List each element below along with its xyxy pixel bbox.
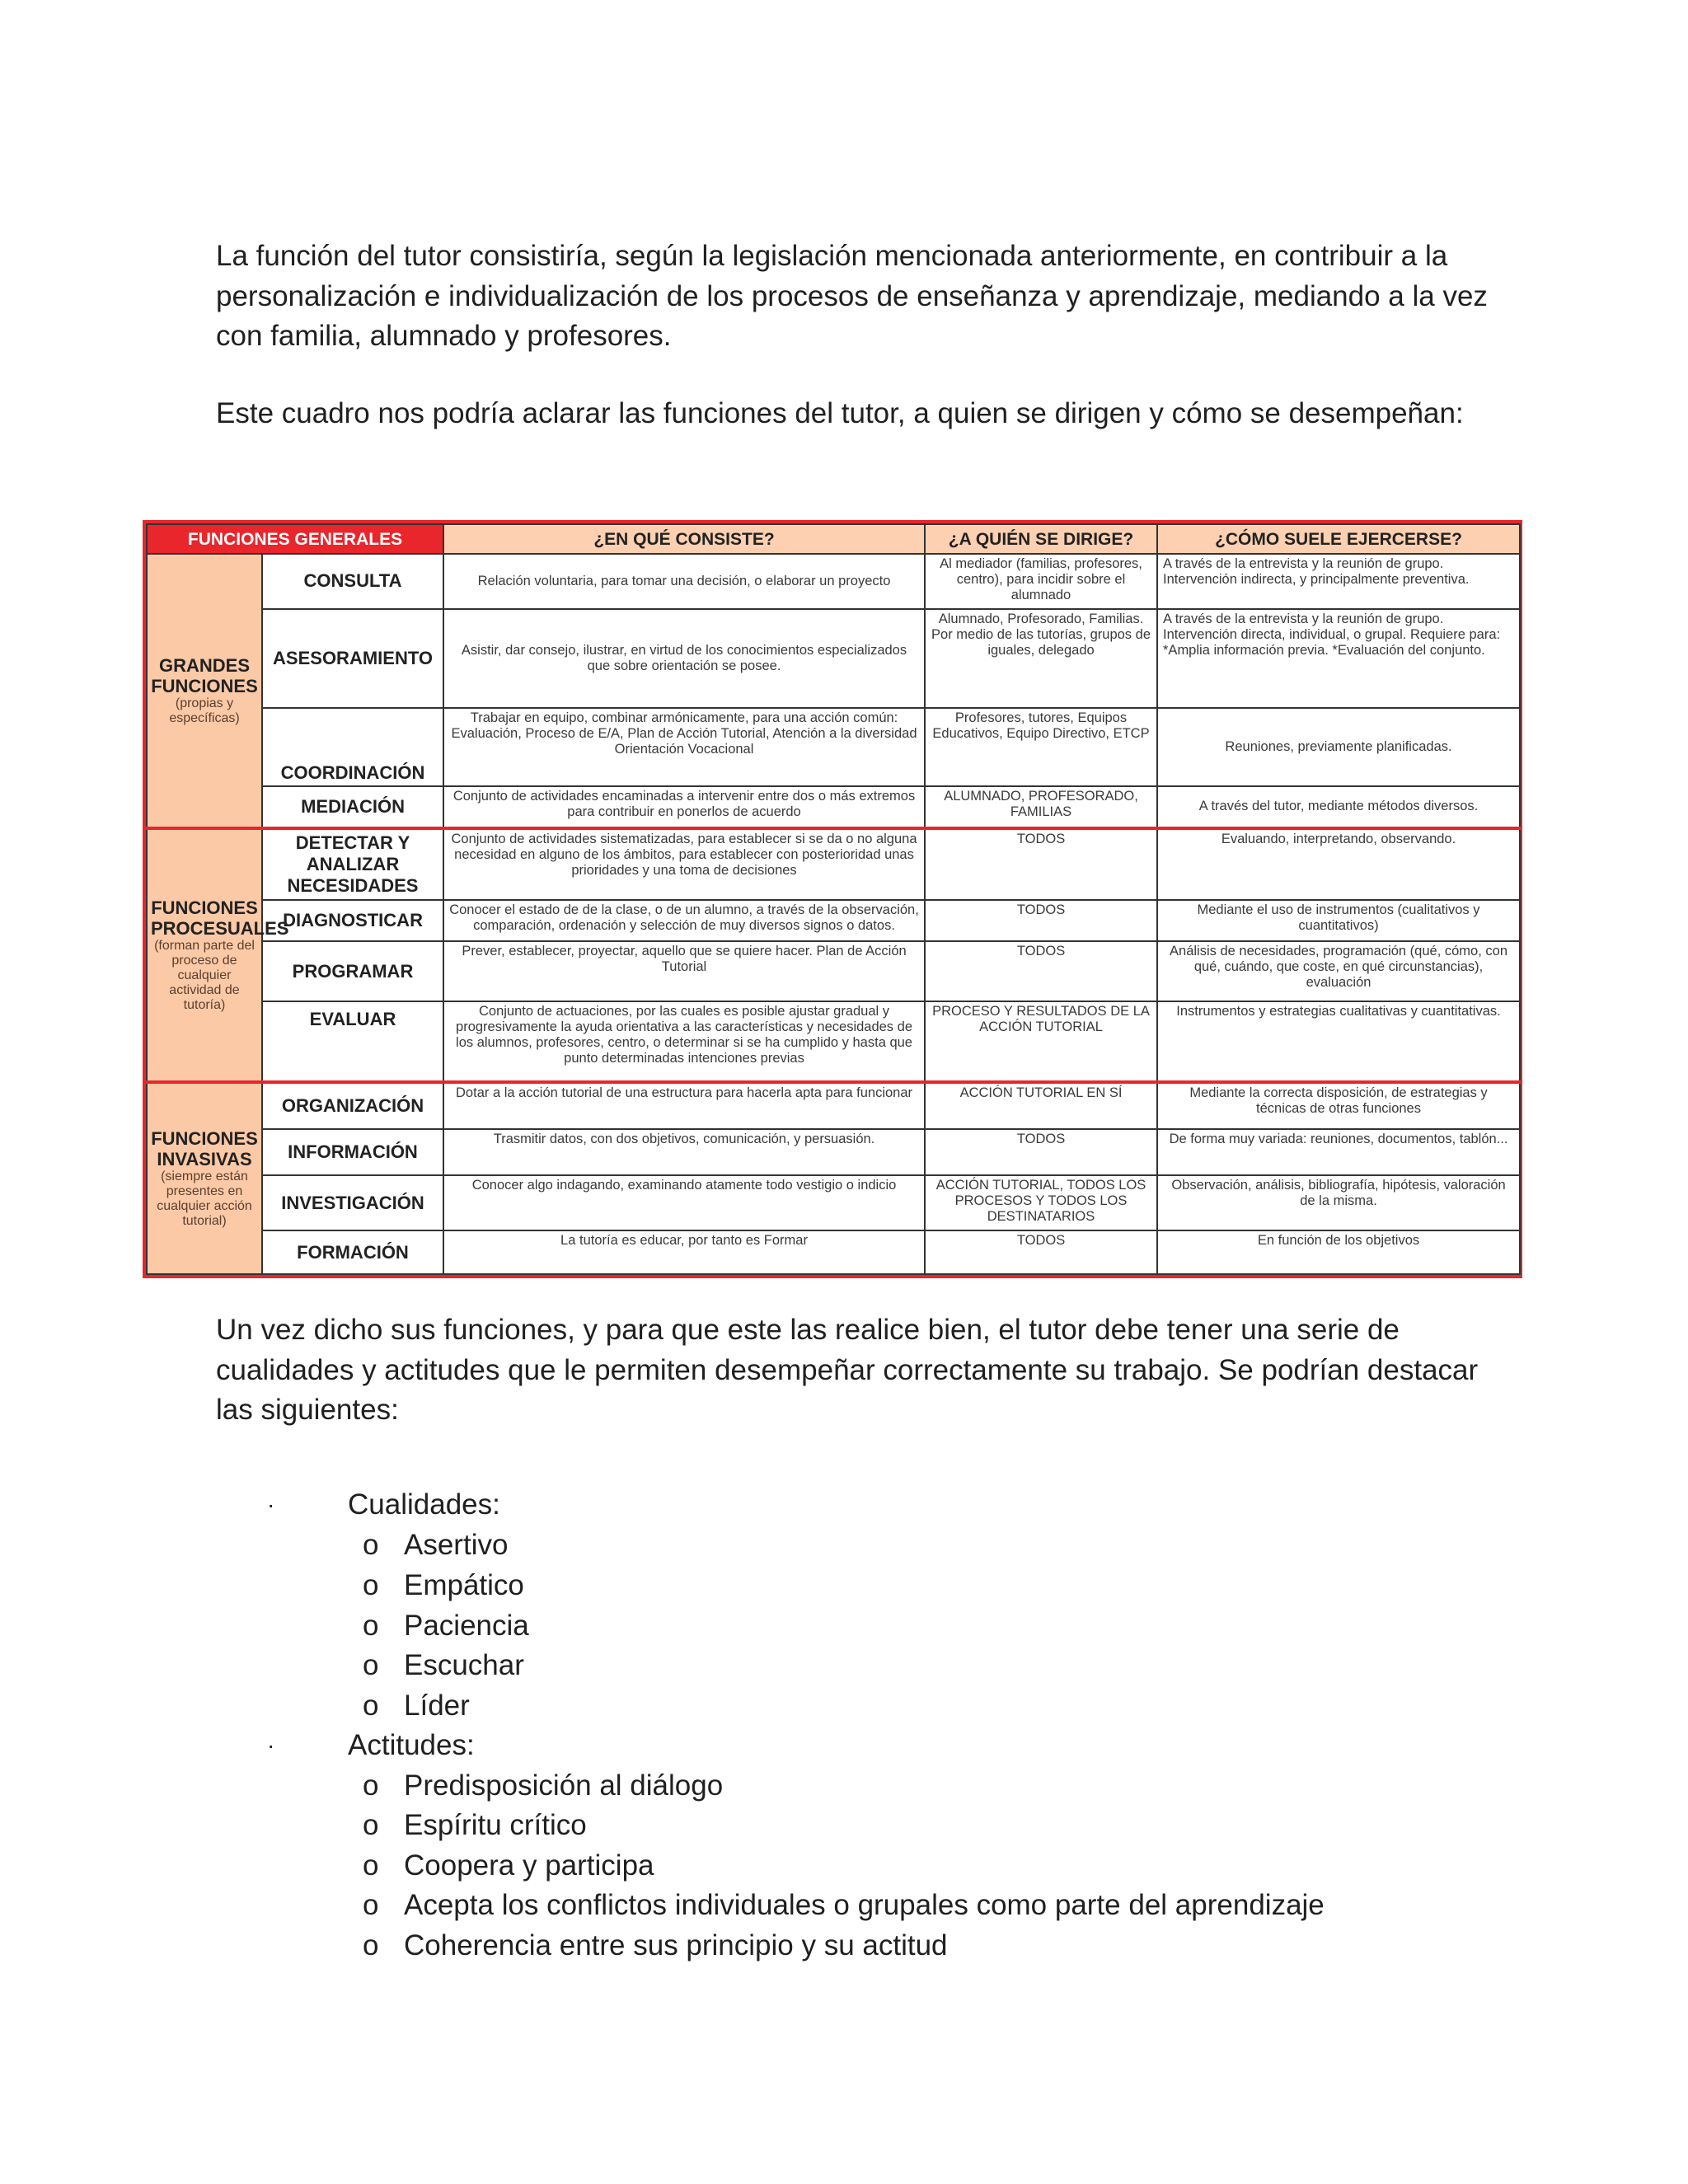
list-item-text: Coherencia entre sus principio y su actitud	[404, 1929, 948, 1961]
group-subtitle: (forman parte del proceso de cualquier actividad de tutoría)	[154, 938, 255, 1012]
sub-bullet-mark: o	[363, 1529, 379, 1561]
group-funciones-invasivas	[147, 1082, 262, 1274]
sub-bullet-mark: o	[363, 1849, 379, 1882]
table-row	[147, 708, 1520, 786]
dirige-cell: TODOS	[925, 1230, 1157, 1274]
table-row	[147, 786, 1520, 828]
funcion-cell: CONSULTA	[262, 554, 443, 609]
table-row	[147, 1175, 1520, 1230]
group-title: FUNCIONES PROCESUALES	[151, 897, 289, 939]
header-en-que-consiste: ¿EN QUÉ CONSISTE?	[443, 524, 925, 554]
sub-bullet-mark: o	[363, 1569, 379, 1601]
group-title: GRANDES FUNCIONES	[151, 654, 258, 696]
ejerce-cell: Observación, análisis, bibliografía, hipótesis, valoración de la misma.	[1157, 1175, 1520, 1230]
dirige-cell: Alumnado, Profesorado, Familias. Por medio de las tutorías, grupos de iguales, delegado	[925, 609, 1157, 708]
header-como-suele-ejercerse: ¿CÓMO SUELE EJERCERSE?	[1157, 524, 1520, 554]
table-row	[147, 609, 1520, 708]
table-row	[147, 1001, 1520, 1081]
sub-bullet-mark: o	[363, 1809, 379, 1841]
dirige-cell: Al mediador (familias, profesores, centro), para incidir sobre el alumnado	[925, 554, 1157, 609]
table-row	[147, 1129, 1520, 1176]
group-title: FUNCIONES INVASIVAS	[151, 1127, 258, 1169]
ejerce-cell: A través de la entrevista y la reunión de grupo. Intervención indirecta, y principalmente preventiva.	[1157, 554, 1520, 609]
dirige-cell: Profesores, tutores, Equipos Educativos, Equipo Directivo, ETCP	[925, 708, 1157, 786]
list-item-text: Asertivo	[404, 1529, 509, 1561]
ejerce-cell: Mediante el uso de instrumentos (cualitativos y cuantitativos)	[1157, 900, 1520, 942]
dirige-cell: TODOS	[925, 1129, 1157, 1176]
dirige-cell: TODOS	[925, 900, 1157, 942]
funcion-cell: COORDINACIÓN	[262, 708, 443, 786]
dirige-cell: TODOS	[925, 828, 1157, 900]
funcion-cell: FORMACIÓN	[262, 1230, 443, 1274]
funcion-cell: PROGRAMAR	[262, 941, 443, 1001]
funcion-cell: DIAGNOSTICAR	[262, 900, 443, 942]
list-item-text: Coopera y participa	[404, 1849, 654, 1882]
table-row	[147, 1082, 1520, 1129]
table-row	[147, 554, 1520, 609]
consiste-cell: Trasmitir datos, con dos objetivos, comunicación, y persuasión.	[443, 1129, 925, 1176]
dirige-cell: PROCESO Y RESULTADOS DE LA ACCIÓN TUTORIAL	[925, 1001, 1157, 1081]
consiste-cell: Conocer el estado de de la clase, o de un alumno, a través de la observación, comparación, ordenación y selección de muy diversos signos o datos.	[443, 900, 925, 942]
intro-paragraph-1: La función del tutor consistiría, según la legislación mencionada anteriormente, en contribuir a la personalización e individualización de los procesos de enseñanza y aprendizaje, mediando a la vez con familia, alumnado y profesores.	[216, 240, 1488, 352]
table-row	[147, 1230, 1520, 1274]
dirige-cell: TODOS	[925, 941, 1157, 1001]
ejerce-cell: En función de los objetivos	[1157, 1230, 1520, 1274]
ejerce-cell: Reuniones, previamente planificadas.	[1157, 708, 1520, 786]
consiste-cell: Prever, establecer, proyectar, aquello que se quiere hacer. Plan de Acción Tutorial	[443, 941, 925, 1001]
list-item-text: Acepta los conflictos individuales o grupales como parte del aprendizaje	[404, 1889, 1325, 1921]
ejerce-cell: Evaluando, interpretando, observando.	[1157, 828, 1520, 900]
list-item-text: Líder	[404, 1690, 470, 1722]
consiste-cell: Conjunto de actuaciones, por las cuales es posible ajustar gradual y progresivamente la ayuda orientativa a las características y necesidades de los alumnos, profesores, centro, o determinar si se ha cumplido y hasta que punto determinadas intenciones previas	[443, 1001, 925, 1081]
group-grandes-funciones	[147, 554, 262, 828]
group-subtitle: (siempre están presentes en cualquier acción tutorial)	[157, 1169, 252, 1228]
table-row	[147, 900, 1520, 942]
functions-table-figure	[143, 520, 1522, 1278]
ejerce-cell: A través del tutor, mediante métodos diversos.	[1157, 786, 1520, 828]
funcion-cell: INFORMACIÓN	[262, 1129, 443, 1176]
ejerce-cell: Mediante la correcta disposición, de estrategias y técnicas de otras funciones	[1157, 1082, 1520, 1129]
ejerce-cell: Instrumentos y estrategias cualitativas y cuantitativas.	[1157, 1001, 1520, 1081]
table-row	[147, 828, 1520, 900]
intro-paragraph-2: Este cuadro nos podría aclarar las funciones del tutor, a quien se dirigen y cómo se desempeñan:	[216, 397, 1464, 429]
sub-bullet-mark: o	[363, 1889, 379, 1921]
table-row	[147, 941, 1520, 1001]
ejerce-cell: A través de la entrevista y la reunión de grupo. Intervención directa, individual, o grupal. Requiere para: *Amplia información previa. *Evaluación del conjunto.	[1157, 609, 1520, 708]
group-subtitle: (propias y específicas)	[169, 696, 240, 725]
sub-bullet-mark: o	[363, 1769, 379, 1802]
sub-bullet-mark: o	[363, 1649, 379, 1681]
header-a-quien-se-dirige: ¿A QUIÉN SE DIRIGE?	[925, 524, 1157, 554]
bullet-mark: ·	[267, 1492, 275, 1517]
funcion-cell: DETECTAR Y ANALIZAR NECESIDADES	[262, 828, 443, 900]
consiste-cell: La tutoría es educar, por tanto es Formar	[443, 1230, 925, 1274]
after-paragraph: Un vez dicho sus funciones, y para que este las realice bien, el tutor debe tener una serie de cualidades y actitudes que le permiten desempeñar correctamente su trabajo. Se podrían destacar las siguientes:	[216, 1314, 1479, 1426]
funcion-cell: EVALUAR	[262, 1001, 443, 1081]
funcion-cell: ORGANIZACIÓN	[262, 1082, 443, 1129]
functions-table	[146, 523, 1521, 1275]
dirige-cell: ALUMNADO, PROFESORADO, FAMILIAS	[925, 786, 1157, 828]
sub-bullet-mark: o	[363, 1690, 379, 1722]
list-item-text: Espíritu crítico	[404, 1809, 587, 1841]
consiste-cell: Conjunto de actividades sistematizadas, para establecer si se da o no alguna necesidad en alguno de los ámbitos, para establecer con posterioridad unas prioridades y una toma de decisiones	[443, 828, 925, 900]
list-item-text: Empático	[404, 1569, 524, 1601]
list-heading-actitudes: Actitudes:	[348, 1729, 475, 1761]
consiste-cell: Dotar a la acción tutorial de una estructura para hacerla apta para funcionar	[443, 1082, 925, 1129]
header-funciones-generales: FUNCIONES GENERALES	[147, 524, 443, 554]
dirige-cell: ACCIÓN TUTORIAL EN SÍ	[925, 1082, 1157, 1129]
sub-bullet-mark: o	[363, 1610, 379, 1642]
consiste-cell: Conjunto de actividades encaminadas a intervenir entre dos o más extremos para contribuir en ponerlos de acuerdo	[443, 786, 925, 828]
list-item-text: Escuchar	[404, 1649, 524, 1681]
bullet-mark: ·	[267, 1732, 275, 1758]
consiste-cell: Asistir, dar consejo, ilustrar, en virtud de los conocimientos especializados que sobre orientación se posee.	[443, 609, 925, 708]
list-item-text: Predisposición al diálogo	[404, 1769, 724, 1802]
list-heading-cualidades: Cualidades:	[348, 1488, 500, 1521]
consiste-cell: Conocer algo indagando, examinando atamente todo vestigio o indicio	[443, 1175, 925, 1230]
list-item-text: Paciencia	[404, 1610, 529, 1642]
sub-bullet-mark: o	[363, 1929, 379, 1961]
dirige-cell: ACCIÓN TUTORIAL, TODOS LOS PROCESOS Y TODOS LOS DESTINATARIOS	[925, 1175, 1157, 1230]
consiste-cell: Trabajar en equipo, combinar armónicamente, para una acción común: Evaluación, Proceso de E/A, Plan de Acción Tutorial, Atención a la diversidad Orientación Vocacional	[443, 708, 925, 786]
funcion-cell: INVESTIGACIÓN	[262, 1175, 443, 1230]
ejerce-cell: De forma muy variada: reuniones, documentos, tablón...	[1157, 1129, 1520, 1176]
funcion-cell: MEDIACIÓN	[262, 786, 443, 828]
group-funciones-procesuales	[147, 828, 289, 1082]
consiste-cell: Relación voluntaria, para tomar una decisión, o elaborar un proyecto	[443, 554, 925, 609]
funcion-cell: ASESORAMIENTO	[262, 609, 443, 708]
ejerce-cell: Análisis de necesidades, programación (qué, cómo, con qué, cuándo, que coste, en qué circunstancias), evaluación	[1157, 941, 1520, 1001]
